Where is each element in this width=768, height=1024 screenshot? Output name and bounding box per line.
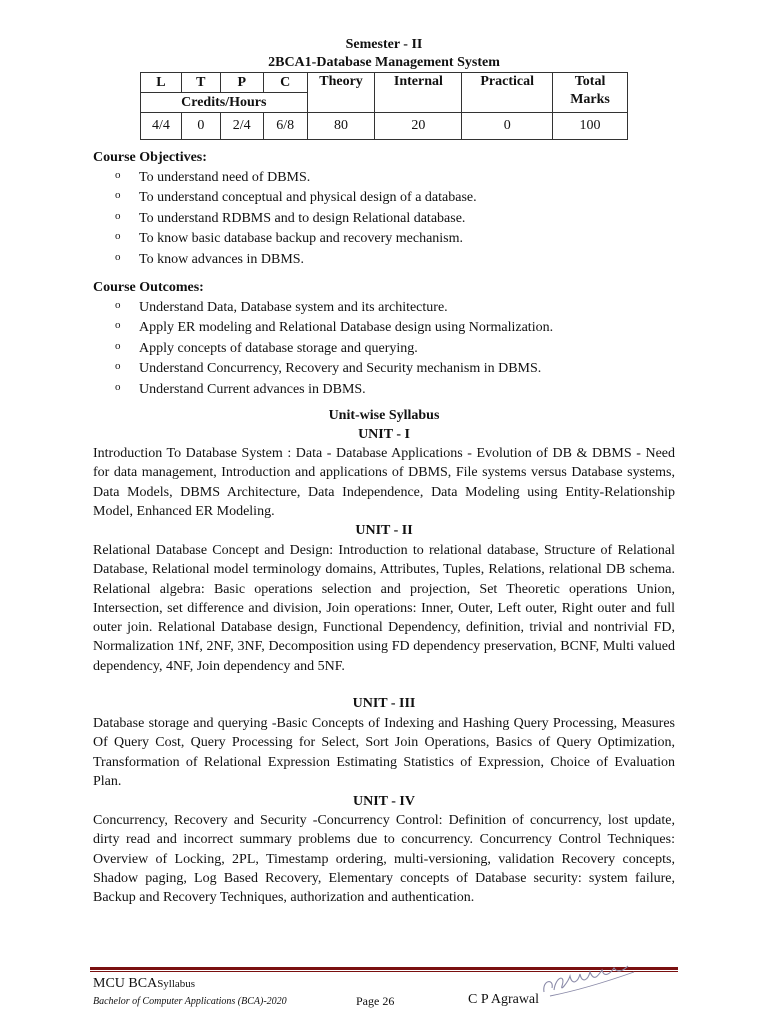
value-t: 0 <box>181 113 220 140</box>
header-total-marks <box>553 73 628 113</box>
value-total: 100 <box>553 113 628 140</box>
unit-1-text: Introduction To Database System : Data - Database Applications - Evolution of DB & DBMS - Need for data management, Introduction and applications of DBMS, File systems versus Database systems, Data Models, DBMS Architecture, Data Independence, Data Modeling using Entity-Relationship Model, Enhanced ER Modeling. <box>93 446 675 519</box>
list-item: o Understand Data, Database system and its architecture. <box>93 298 553 318</box>
value-theory: 80 <box>307 113 375 140</box>
circle-bullet-icon: o <box>115 250 121 263</box>
footer-author: C P Agrawal <box>468 992 540 1007</box>
footer-description: Bachelor of Computer Applications (BCA)-2020 <box>93 996 287 1007</box>
circle-bullet-icon: o <box>115 339 121 352</box>
objectives-list <box>93 168 477 270</box>
list-item: o Apply ER modeling and Relational Database design using Normalization. <box>93 318 553 338</box>
marks-table <box>140 72 628 140</box>
circle-bullet-icon: o <box>115 209 121 222</box>
page-number: Page 26 <box>356 994 395 1008</box>
circle-bullet-icon: o <box>115 169 121 181</box>
signature-icon <box>540 962 640 1000</box>
list-item: o To understand conceptual and physical design of a database. <box>93 188 477 208</box>
syllabus-heading: Unit-wise Syllabus <box>328 408 440 423</box>
header-total-line2: Marks <box>570 92 610 107</box>
circle-bullet-icon: o <box>115 360 121 373</box>
unit-4-text: Concurrency, Recovery and Security -Concurrency Control: Definition of concurrency, lost update, dirty read and incorrect summary problems due to concurrency. Concurrency Control Techniques: Overview of Locking, 2PL, Timestamp ordering, multi-versioning, validation Recovery concepts, Shadow paging, Log Based Recovery, Elementary concepts of Database security: system failure, Backup and Recovery Techniques, authorization and authentication. <box>93 813 675 906</box>
circle-bullet-icon: o <box>115 299 121 311</box>
unit-2-text: Relational Database Concept and Design: Introduction to relational database, Structure of Relational Database, Relational model terminology domains, Attributes, Tuples, Relations, relational DB schema. Relational algebra: Basic operations selection and projection, Set Theoretic operations Union, Intersection, set difference and division, Join operations: Inner, Outer, Left outer, Right outer and full outer join. Relational Database design, Functional Dependency, definition, trivial and nontrivial FD, Normalization 1Nf, 2NF, 3NF, Decomposition using FD dependency preservation, BCNF, Multi valued dependency, 4NF, Join dependency and 5NF. <box>93 543 675 674</box>
unit-1-title: UNIT - I <box>358 427 410 442</box>
list-item: o To understand RDBMS and to design Relational database. <box>93 209 477 229</box>
footer-program-code: MCU BCASyllabus <box>93 976 196 991</box>
circle-bullet-icon: o <box>115 319 121 332</box>
list-item: o Understand Concurrency, Recovery and Security mechanism in DBMS. <box>93 359 553 379</box>
circle-bullet-icon: o <box>115 380 121 393</box>
circle-bullet-icon: o <box>115 189 121 202</box>
unit-4-title: UNIT - IV <box>353 794 415 809</box>
course-objectives-heading: Course Objectives: <box>93 150 207 165</box>
list-item: o To know basic database backup and recovery mechanism. <box>93 229 477 249</box>
list-item: o To know advances in DBMS. <box>93 250 477 270</box>
header-p: P <box>220 73 263 93</box>
unit-3-title: UNIT - III <box>352 696 416 711</box>
header-l: L <box>141 73 182 93</box>
header-internal: Internal <box>375 73 462 113</box>
unit-2-title: UNIT - II <box>355 523 413 538</box>
list-item: o To understand need of DBMS. <box>93 168 477 188</box>
value-l: 4/4 <box>141 113 182 140</box>
value-practical: 0 <box>462 113 553 140</box>
course-title: 2BCA1-Database Management System <box>268 55 500 70</box>
header-practical: Practical <box>462 73 553 113</box>
header-c: C <box>263 73 307 93</box>
header-t: T <box>181 73 220 93</box>
value-p: 2/4 <box>220 113 263 140</box>
course-outcomes-heading: Course Outcomes: <box>93 280 204 295</box>
header-theory: Theory <box>307 73 375 113</box>
outcomes-list <box>93 298 553 400</box>
list-item: o Understand Current advances in DBMS. <box>93 380 553 400</box>
header-total-line1: Total <box>574 74 606 89</box>
semester-heading: Semester - II <box>345 37 423 52</box>
header-credits-hours: Credits/Hours <box>141 93 308 113</box>
circle-bullet-icon: o <box>115 230 121 243</box>
value-internal: 20 <box>375 113 462 140</box>
value-c: 6/8 <box>263 113 307 140</box>
unit-3-text: Database storage and querying -Basic Concepts of Indexing and Hashing Query Processing, Measures Of Query Cost, Query Processing for Select, Sort Join Operations, Basics of Query Optimization, Transformation of Relational Expression Estimating Statistics of Expression, Choice of Evaluation Plan. <box>93 716 675 789</box>
list-item: o Apply concepts of database storage and querying. <box>93 339 553 359</box>
